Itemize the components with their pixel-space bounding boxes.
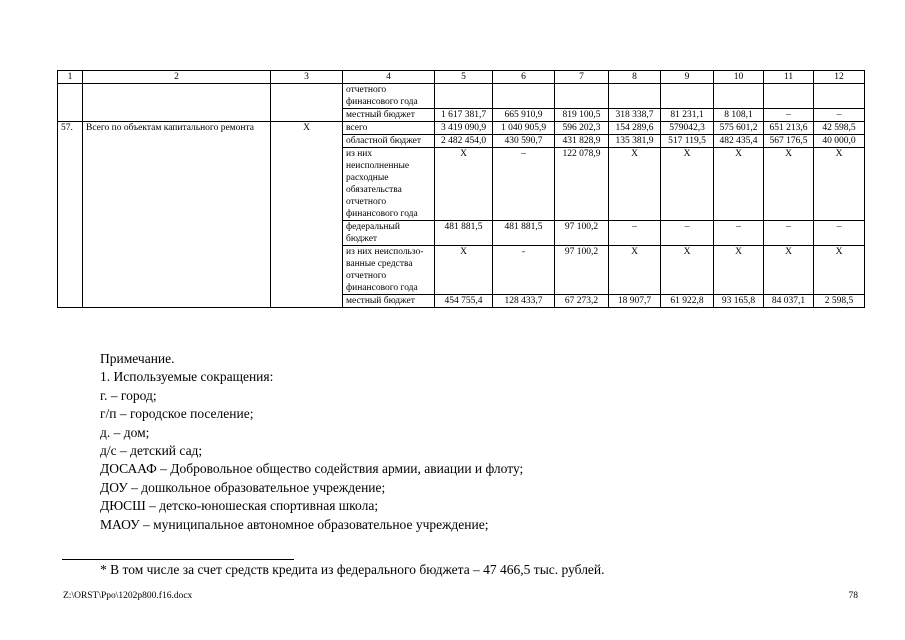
col-header: 2 bbox=[83, 71, 271, 84]
file-path: Z:\ORST\Ppo\1202p800.f16.docx bbox=[63, 591, 193, 601]
cell: – bbox=[661, 221, 714, 246]
cell: 122 078,9 bbox=[555, 148, 609, 221]
cell: X bbox=[609, 246, 661, 295]
cell: 2 598,5 bbox=[814, 295, 865, 308]
cell: 8 108,1 bbox=[714, 109, 764, 122]
cell bbox=[814, 84, 865, 109]
cell: – bbox=[764, 221, 814, 246]
cell: 596 202,3 bbox=[555, 122, 609, 135]
cell: 154 289,6 bbox=[609, 122, 661, 135]
cell: 567 176,5 bbox=[764, 135, 814, 148]
cell: 454 755,4 bbox=[435, 295, 493, 308]
cell: X bbox=[661, 246, 714, 295]
cell: – bbox=[714, 221, 764, 246]
cell: 430 590,7 bbox=[493, 135, 555, 148]
cell: 40 000,0 bbox=[814, 135, 865, 148]
cell bbox=[435, 84, 493, 109]
note-line: МАОУ – муниципальное автономное образовательное учреждение; bbox=[100, 516, 489, 532]
col-header: 12 bbox=[814, 71, 865, 84]
cell: 2 482 454,0 bbox=[435, 135, 493, 148]
col-header: 1 bbox=[58, 71, 83, 84]
cell: 97 100,2 bbox=[555, 246, 609, 295]
row-label: областной бюджет bbox=[343, 135, 435, 148]
col-header: 9 bbox=[661, 71, 714, 84]
col-header: 3 bbox=[271, 71, 343, 84]
cell: – bbox=[493, 148, 555, 221]
row-label: отчетного финансового года bbox=[343, 84, 435, 109]
col-header: 11 bbox=[764, 71, 814, 84]
cell: X bbox=[714, 246, 764, 295]
cell: 318 338,7 bbox=[609, 109, 661, 122]
cell: 517 119,5 bbox=[661, 135, 714, 148]
col-header: 8 bbox=[609, 71, 661, 84]
cell bbox=[271, 84, 343, 122]
cell: X bbox=[764, 148, 814, 221]
col-header: 5 bbox=[435, 71, 493, 84]
cell: – bbox=[609, 221, 661, 246]
cell bbox=[764, 84, 814, 109]
item-number: 57. bbox=[58, 122, 83, 308]
col-header: 4 bbox=[343, 71, 435, 84]
cell: 575 601,2 bbox=[714, 122, 764, 135]
cell bbox=[555, 84, 609, 109]
note-line: г/п – городское поселение; bbox=[100, 406, 254, 422]
cell: 67 273,2 bbox=[555, 295, 609, 308]
note-line: г. – город; bbox=[100, 387, 157, 403]
cell: 431 828,9 bbox=[555, 135, 609, 148]
cell: 1 617 381,7 bbox=[435, 109, 493, 122]
table-header-row bbox=[58, 71, 865, 84]
row-label: из них неиспользо-ванные средства отчетного финансового года bbox=[343, 246, 435, 295]
cell bbox=[58, 84, 83, 122]
table-row bbox=[58, 122, 865, 135]
cell: – bbox=[764, 109, 814, 122]
footnote-divider bbox=[62, 559, 294, 560]
cell: 42 598,5 bbox=[814, 122, 865, 135]
row-label: местный бюджет bbox=[343, 295, 435, 308]
cell bbox=[609, 84, 661, 109]
note-line: ДОСААФ – Добровольное общество содействия армии, авиации и флоту; bbox=[100, 461, 524, 477]
note-line: 1. Используемые сокращения: bbox=[100, 369, 274, 385]
cell bbox=[83, 84, 271, 122]
cell: X bbox=[435, 246, 493, 295]
cell: 819 100,5 bbox=[555, 109, 609, 122]
col-header: 6 bbox=[493, 71, 555, 84]
cell bbox=[714, 84, 764, 109]
notes-title: Примечание. bbox=[100, 351, 175, 366]
page-number: 78 bbox=[848, 591, 858, 601]
budget-table bbox=[57, 70, 865, 308]
cell: 481 881,5 bbox=[435, 221, 493, 246]
note-line: ДЮСШ – детско-юношеская спортивная школа; bbox=[100, 498, 379, 514]
col-header: 10 bbox=[714, 71, 764, 84]
cell: 18 907,7 bbox=[609, 295, 661, 308]
cell: X bbox=[814, 148, 865, 221]
cell: 93 165,8 bbox=[714, 295, 764, 308]
cell: 665 910,9 bbox=[493, 109, 555, 122]
cell: 651 213,6 bbox=[764, 122, 814, 135]
cell: 128 433,7 bbox=[493, 295, 555, 308]
row-label: федеральный бюджет bbox=[343, 221, 435, 246]
cell: X bbox=[814, 246, 865, 295]
row-label: всего bbox=[343, 122, 435, 135]
cell: 81 231,1 bbox=[661, 109, 714, 122]
footnote: * В том числе за счет средств кредита из федерального бюджета – 47 466,5 тыс. рублей. bbox=[100, 562, 605, 577]
note-line: д/с – детский сад; bbox=[100, 443, 203, 459]
cell: X bbox=[435, 148, 493, 221]
cell: – bbox=[814, 221, 865, 246]
note-line: ДОУ – дошкольное образовательное учреждение; bbox=[100, 479, 386, 495]
row-label: местный бюджет bbox=[343, 109, 435, 122]
cell: 1 040 905,9 bbox=[493, 122, 555, 135]
cell: X bbox=[714, 148, 764, 221]
cell: 61 922,8 bbox=[661, 295, 714, 308]
cell: X bbox=[271, 122, 343, 308]
notes-block bbox=[100, 350, 523, 534]
cell: 135 381,9 bbox=[609, 135, 661, 148]
note-line: д. – дом; bbox=[100, 424, 150, 440]
cell: 481 881,5 bbox=[493, 221, 555, 246]
cell: - bbox=[493, 246, 555, 295]
cell: 97 100,2 bbox=[555, 221, 609, 246]
cell: 579042,3 bbox=[661, 122, 714, 135]
cell: X bbox=[661, 148, 714, 221]
cell: X bbox=[764, 246, 814, 295]
col-header: 7 bbox=[555, 71, 609, 84]
cell: 482 435,4 bbox=[714, 135, 764, 148]
cell: 3 419 090,9 bbox=[435, 122, 493, 135]
item-name: Всего по объектам капитального ремонта bbox=[83, 122, 271, 308]
cell bbox=[661, 84, 714, 109]
cell bbox=[493, 84, 555, 109]
table-row bbox=[58, 84, 865, 109]
cell: 84 037,1 bbox=[764, 295, 814, 308]
cell: X bbox=[609, 148, 661, 221]
row-label: из них неисполненные расходные обязательства отчетного финансового года bbox=[343, 148, 435, 221]
cell: – bbox=[814, 109, 865, 122]
